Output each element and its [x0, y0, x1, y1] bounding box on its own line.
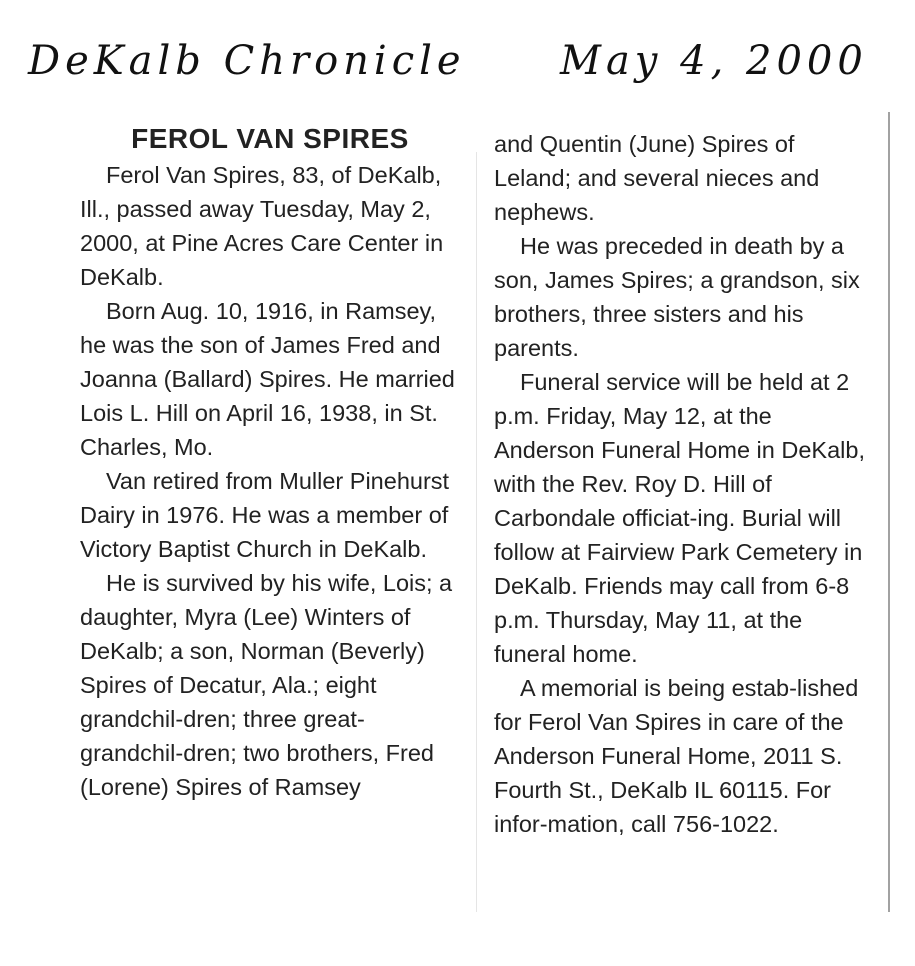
- handwritten-annotation: [28, 34, 888, 104]
- newspaper-clipping: [80, 112, 890, 922]
- publication-name: DeKalb Chronicle: [28, 38, 466, 84]
- paragraph-memorial: A memorial is being estab-lished for Ferol Van Spires in care of the Anderson Funeral Home, 2011 S. Fourth St., DeKalb IL 60115. For infor-mation, call 756-1022.: [494, 675, 859, 837]
- paragraph-preceded: He was preceded in death by a son, James Spires; a grandson, six brothers, three sisters and his parents.: [494, 233, 860, 361]
- obituary-headline: FEROL VAN SPIRES: [131, 123, 409, 154]
- paragraph-birth-marriage: Born Aug. 10, 1916, in Ramsey, he was the son of James Fred and Joanna (Ballard) Spires. He married Lois L. Hill on April 16, 1938, in St. Charles, Mo.: [80, 298, 455, 460]
- paragraph-funeral-service: Funeral service will be held at 2 p.m. Friday, May 12, at the Anderson Funeral Home in DeKalb, with the Rev. Roy D. Hill of Carbondale officiat-ing. Burial will follow at Fairview Park Cemetery in DeKalb. Friends may call from 6-8 p.m. Thursday, May 11, at the funeral home.: [494, 369, 865, 667]
- paragraph-survivors: He is survived by his wife, Lois; a daughter, Myra (Lee) Winters of DeKalb; a son, Norman (Beverly) Spires of Decatur, Ala.; eight grandchil-dren; three great-grandchil-dren; two brothers, Fred (Lorene) Spires of Ramsey: [80, 570, 453, 800]
- column-left: [80, 112, 460, 804]
- column-right: [494, 127, 874, 841]
- publication-date: May 4, 2000: [560, 38, 868, 84]
- paragraph-career: Van retired from Muller Pinehurst Dairy in 1976. He was a member of Victory Baptist Church in DeKalb.: [80, 468, 450, 562]
- paragraph-survivors-continued: and Quentin (June) Spires of Leland; and several nieces and nephews.: [494, 131, 820, 225]
- paragraph-death-notice: Ferol Van Spires, 83, of DeKalb, Ill., passed away Tuesday, May 2, 2000, at Pine Acres Care Center in DeKalb.: [80, 162, 444, 290]
- clipping-edge-rule: [888, 112, 890, 912]
- column-divider: [476, 152, 477, 912]
